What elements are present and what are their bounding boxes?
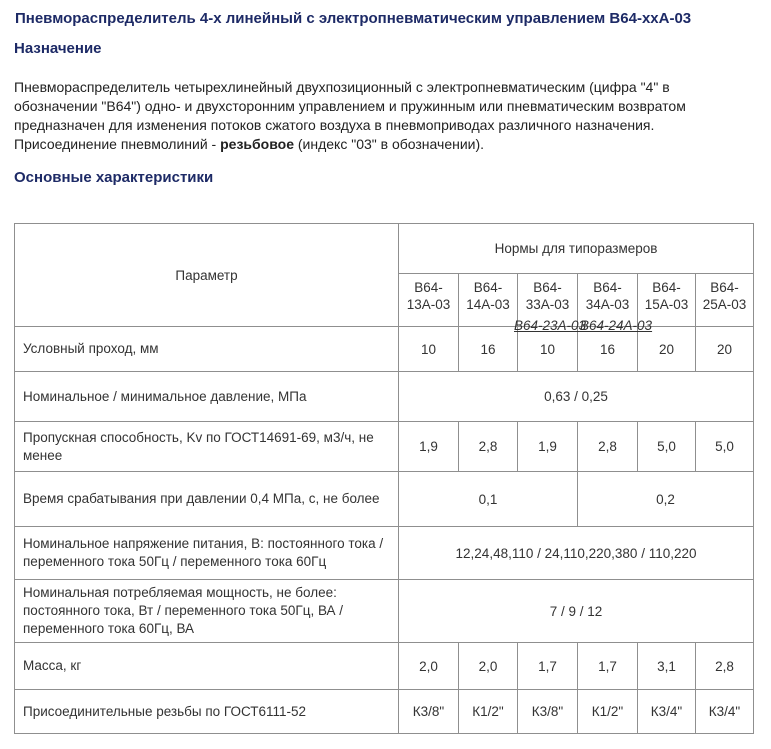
column-header-b64-13a-03: В64-13А-03 — [399, 274, 459, 327]
param-cell: Номинальное / минимальное давление, МПа — [15, 372, 399, 422]
value-cell: К3/4" — [696, 690, 754, 734]
param-cell: Присоединительные резьбы по ГОСТ6111-52 — [15, 690, 399, 734]
value-cell: 10 — [518, 327, 578, 372]
column-header-b64-15a-03: В64-15А-03 — [638, 274, 696, 327]
purpose-paragraph — [14, 78, 755, 154]
value-cell: 20 — [638, 327, 696, 372]
value-cell: 2,0 — [459, 643, 518, 690]
value-cell: 2,8 — [696, 643, 754, 690]
param-cell: Номинальная потребляемая мощность, не более: постоянного тока, Вт / переменного тока 50Гц, ВА / переменного тока 60Гц, ВА — [15, 580, 399, 643]
purpose-line: предназначен для изменения потоков сжатого воздуха в пневмоприводах различного назначения. — [14, 117, 655, 133]
value-cell: 10 — [399, 327, 459, 372]
value-cell: К1/2" — [459, 690, 518, 734]
table-row-pressure — [15, 372, 754, 422]
param-cell: Условный проход, мм — [15, 327, 399, 372]
table-row-mass — [15, 643, 754, 690]
param-cell: Время срабатывания при давлении 0,4 МПа, с, не более — [15, 472, 399, 527]
characteristics-heading: Основные характеристики — [14, 169, 214, 186]
value-cell: 1,7 — [578, 643, 638, 690]
specs-table — [14, 223, 754, 734]
value-cell: 5,0 — [696, 422, 754, 472]
purpose-line: обозначении "В64") одно- и двухсторонним управлением и пружинным или пневматическим возвратом — [14, 98, 686, 114]
value-cell: К3/8" — [399, 690, 459, 734]
column-header-label: В64-33А-03 — [525, 280, 570, 312]
column-header-b64-25a-03: В64-25А-03 — [696, 274, 754, 327]
table-header-row — [15, 224, 754, 274]
table-row-response-time — [15, 472, 754, 527]
table-row-flow-capacity — [15, 422, 754, 472]
value-cell: 0,2 — [578, 472, 754, 527]
value-cell: 3,1 — [638, 643, 696, 690]
purpose-line — [14, 135, 755, 154]
value-cell: 1,9 — [518, 422, 578, 472]
page-title: Пневмораспределитель 4-х линейный с электропневматическим управлением В64-ххА-03 — [15, 10, 692, 27]
param-cell: Пропускная способность, Kv по ГОСТ14691-69, м3/ч, не менее — [15, 422, 399, 472]
value-cell: 1,7 — [518, 643, 578, 690]
column-header-b64-33a-03 — [514, 274, 587, 333]
value-cell: 0,1 — [399, 472, 578, 527]
table-row-connection-threads — [15, 690, 754, 734]
param-column-header: Параметр — [15, 224, 399, 327]
purpose-heading: Назначение — [14, 40, 102, 57]
value-cell: 16 — [578, 327, 638, 372]
value-cell: 12,24,48,110 / 24,110,220,380 / 110,220 — [399, 527, 754, 580]
purpose-line: Пневмораспределитель четырехлинейный двухпозиционный с электропневматическим (цифра "4" в — [14, 79, 670, 95]
value-cell: 5,0 — [638, 422, 696, 472]
value-cell: К3/4" — [638, 690, 696, 734]
column-header-b64-14a-03: В64-14А-03 — [459, 274, 518, 327]
link-b64-23a-03[interactable]: В64-23А-03 — [514, 318, 587, 333]
value-cell: 16 — [459, 327, 518, 372]
value-cell: 1,9 — [399, 422, 459, 472]
table-row-supply-voltage — [15, 527, 754, 580]
value-cell: 2,8 — [459, 422, 518, 472]
column-header-b64-34a-03 — [578, 274, 653, 333]
value-cell: К3/8" — [518, 690, 578, 734]
purpose-last-prefix: Присоединение пневмолиний - — [14, 136, 221, 152]
purpose-last-bold: резьбовое — [220, 136, 294, 152]
value-cell: 20 — [696, 327, 754, 372]
value-cell: 2,0 — [399, 643, 459, 690]
param-cell: Номинальное напряжение питания, В: постоянного тока / переменного тока 50Гц / переменного тока 60Гц — [15, 527, 399, 580]
param-cell: Масса, кг — [15, 643, 399, 690]
value-cell: 2,8 — [578, 422, 638, 472]
purpose-last-suffix: (индекс "03" в обозначении). — [294, 136, 485, 152]
table-row-power-consumption — [15, 580, 754, 643]
link-b64-24a-03[interactable]: В64-24А-03 — [580, 318, 653, 333]
value-cell: 7 / 9 / 12 — [399, 580, 754, 643]
group-header: Нормы для типоразмеров — [399, 224, 754, 274]
value-cell: К1/2" — [578, 690, 638, 734]
column-header-label: В64-34А-03 — [585, 280, 630, 312]
value-cell: 0,63 / 0,25 — [399, 372, 754, 422]
